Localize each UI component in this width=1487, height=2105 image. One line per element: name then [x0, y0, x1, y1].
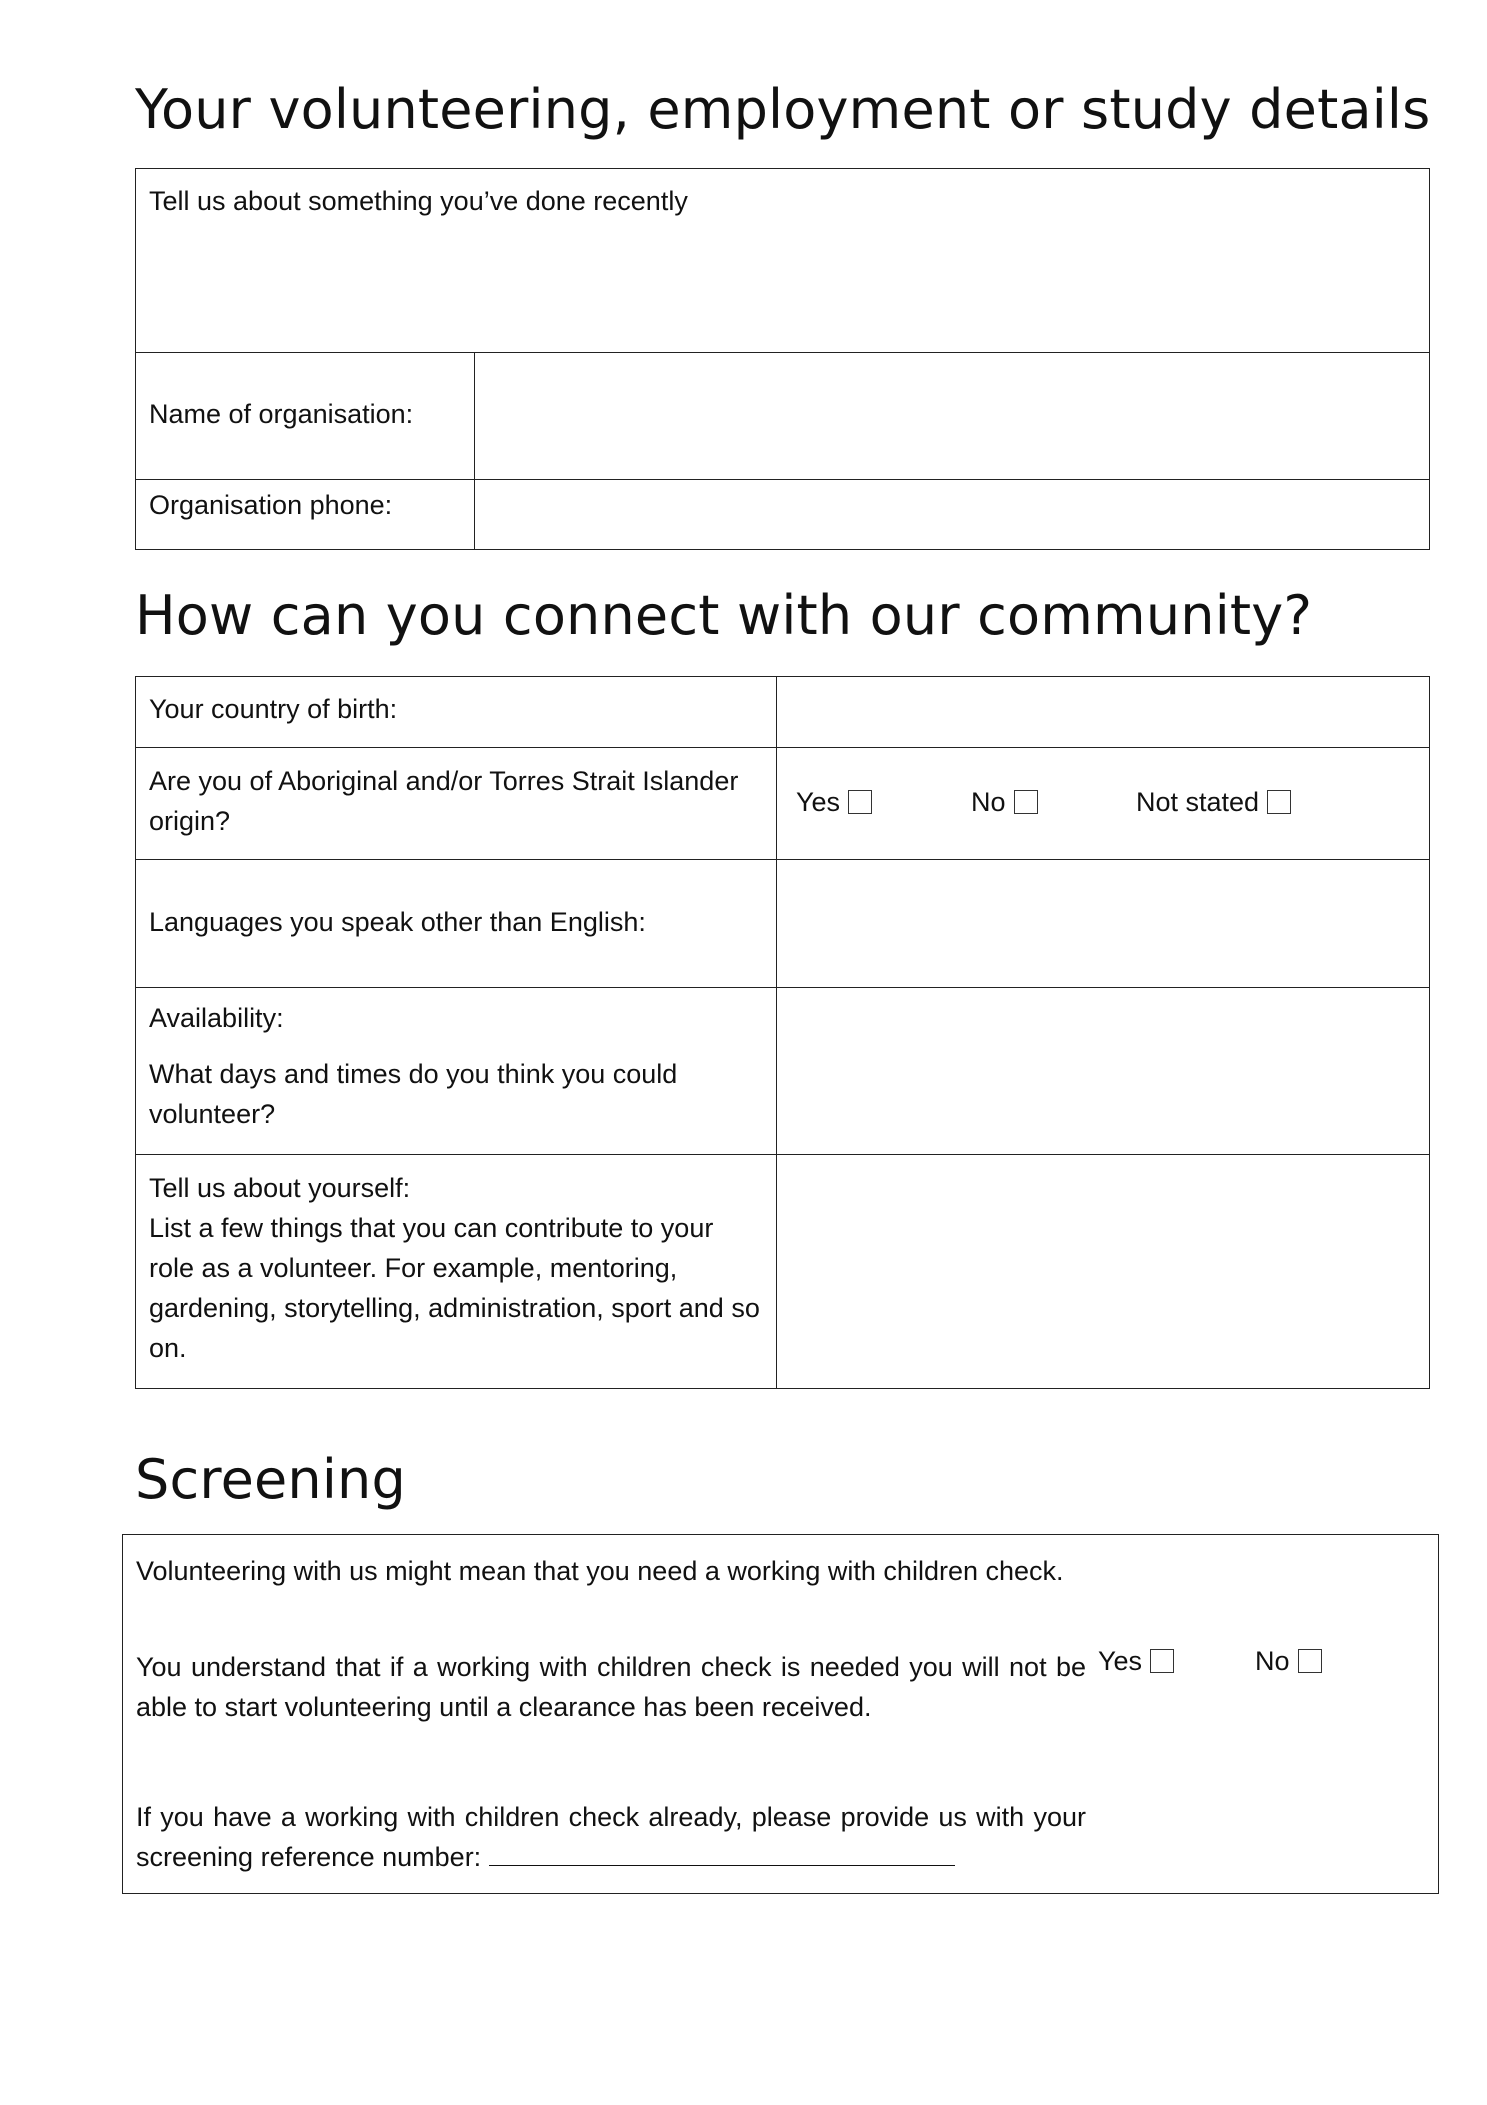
about-field[interactable]	[778, 1154, 1429, 1388]
column-divider	[474, 352, 475, 549]
country-row	[136, 677, 1429, 748]
screening-paragraph-3	[136, 1797, 1086, 1877]
org-phone-label: Organisation phone:	[149, 490, 393, 520]
aboriginal-yes-checkbox[interactable]	[848, 790, 872, 814]
aboriginal-no-checkbox[interactable]	[1014, 790, 1038, 814]
option-label: No	[1255, 1646, 1290, 1676]
screening-yes-checkbox[interactable]	[1150, 1649, 1174, 1673]
country-field[interactable]	[778, 677, 1429, 747]
community-table	[135, 676, 1430, 1389]
aboriginal-no-option[interactable]	[971, 782, 1038, 822]
screening-yes-option[interactable]	[1098, 1641, 1174, 1681]
aboriginal-not-stated-option[interactable]	[1136, 782, 1291, 822]
about-text: List a few things that you can contribute to your role as a volunteer. For example, mentoring, gardening, storytelling, administration, sport and so on.	[149, 1213, 760, 1363]
languages-label: Languages you speak other than English:	[149, 907, 646, 937]
languages-field[interactable]	[778, 859, 1429, 987]
screening-paragraph-1: Volunteering with us might mean that you need a working with children check.	[136, 1556, 1064, 1586]
org-name-field[interactable]	[476, 354, 1429, 478]
screening-reference-input[interactable]	[489, 1837, 955, 1866]
screening-no-option[interactable]	[1255, 1641, 1322, 1681]
employment-table	[135, 168, 1430, 550]
org-name-label: Name of organisation:	[149, 399, 414, 429]
org-phone-field[interactable]	[476, 481, 1429, 549]
screening-paragraph-2: You understand that if a working with children check is needed you will not be able to start volunteering until a clearance has been received.	[136, 1652, 1086, 1722]
aboriginal-row	[136, 747, 1429, 860]
availability-label: Availability:	[149, 1003, 284, 1033]
community-section-title: How can you connect with our community?	[135, 584, 1313, 647]
availability-row	[136, 987, 1429, 1155]
screening-box	[122, 1534, 1439, 1894]
aboriginal-label: Are you of Aboriginal and/or Torres Strait Islander origin?	[149, 766, 739, 836]
screening-no-checkbox[interactable]	[1298, 1649, 1322, 1673]
availability-field[interactable]	[778, 987, 1429, 1154]
option-label: No	[971, 787, 1006, 817]
option-label: Yes	[796, 787, 841, 817]
recent-activity-row[interactable]	[136, 169, 1429, 353]
option-label: Yes	[1098, 1646, 1143, 1676]
option-label: Not stated	[1136, 787, 1260, 817]
employment-section-title: Your volunteering, employment or study details	[135, 78, 1431, 141]
about-label: Tell us about yourself:	[149, 1173, 411, 1203]
screening-section-title: Screening	[135, 1448, 406, 1511]
availability-question: What days and times do you think you could volunteer?	[149, 1059, 678, 1129]
screening-reference-prompt: If you have a working with children check already, please provide us with your screening reference number:	[136, 1802, 1086, 1872]
about-row	[136, 1154, 1429, 1388]
aboriginal-not-stated-checkbox[interactable]	[1267, 790, 1291, 814]
languages-row	[136, 859, 1429, 988]
country-label: Your country of birth:	[149, 694, 398, 724]
aboriginal-yes-option[interactable]	[796, 782, 872, 822]
recent-activity-prompt: Tell us about something you’ve done recently	[149, 186, 688, 216]
